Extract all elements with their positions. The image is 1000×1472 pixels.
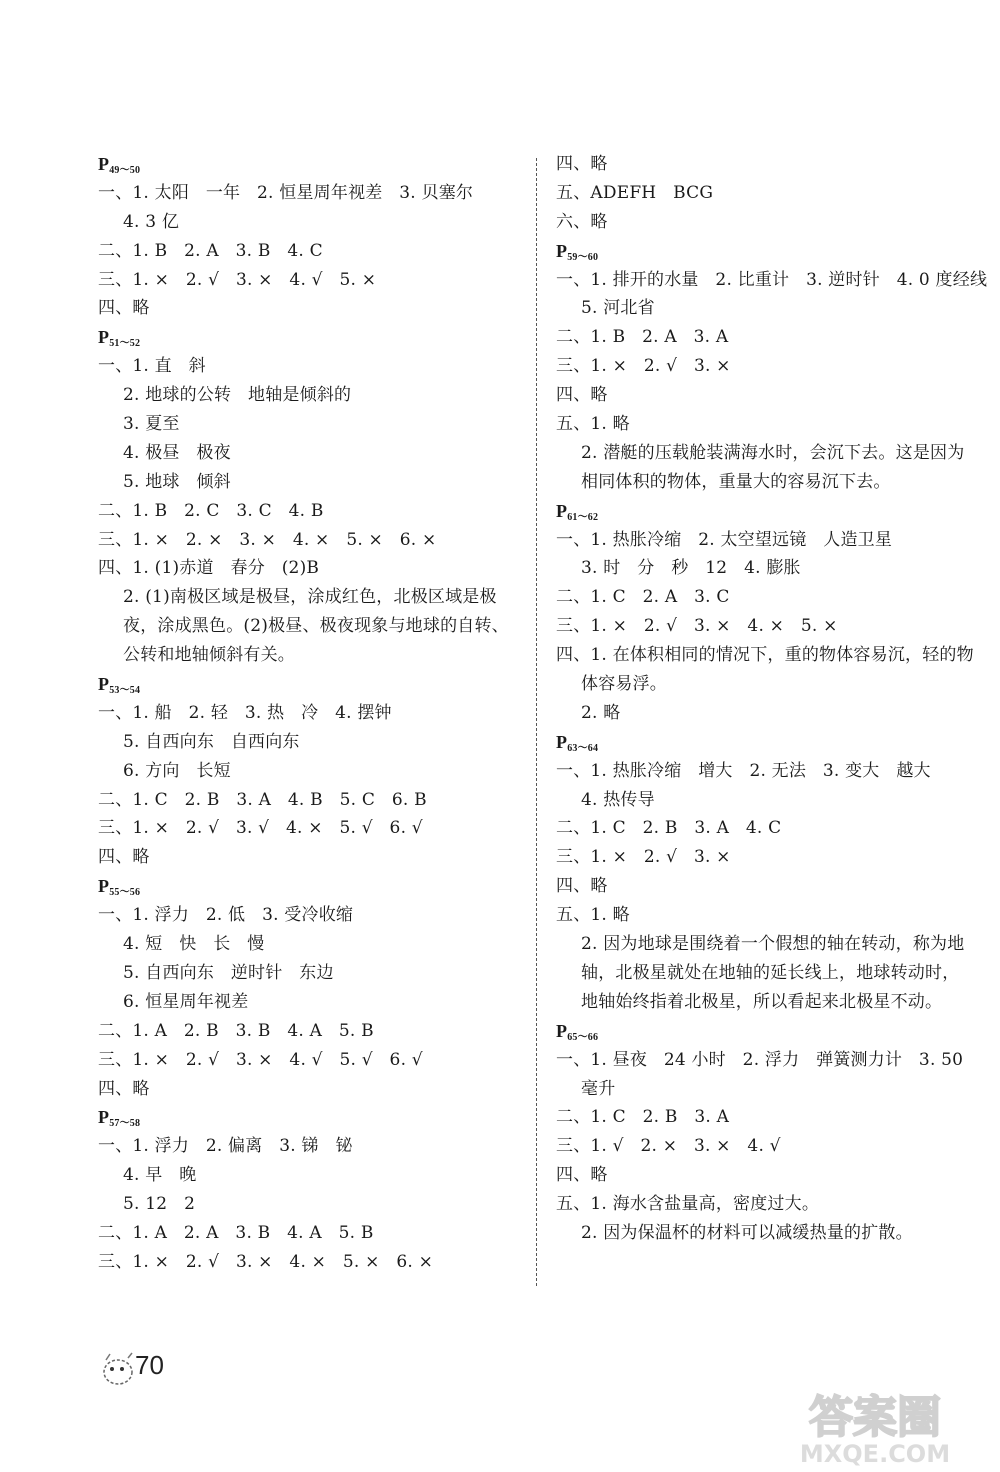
- answer-subline: 2. 因为保温杯的材料可以减缓热量的扩散。: [581, 1222, 913, 1243]
- answer-subline: 4. 早 晚: [123, 1165, 197, 1186]
- answer-line: 二、1. B 2. A 3. B 4. C: [98, 240, 323, 261]
- answer-subline: 3. 时 分 秒 12 4. 膨胀: [581, 558, 801, 579]
- answer-line: 三、1. × 2. √ 3. × 4. × 5. ×: [556, 616, 838, 637]
- left-answer-column: [98, 150, 518, 1277]
- section-letter: P: [98, 876, 110, 897]
- answer-subline: 4. 极昼 极夜: [123, 442, 231, 463]
- svg-text:MXQE.COM: MXQE.COM: [799, 1440, 951, 1468]
- answer-subline: 5. 地球 倾斜: [123, 471, 231, 492]
- answer-line: 一、1. 热胀冷缩 增大 2. 无法 3. 变大 越大: [556, 760, 931, 781]
- section-letter: P: [556, 240, 568, 261]
- answer-subline: 轴，北极星就处在地轴的延长线上，地球转动时，: [581, 962, 960, 983]
- answer-line: 一、1. 太阳 一年 2. 恒星周年视差 3. 贝塞尔: [98, 182, 474, 203]
- answer-line: 四、略: [98, 1078, 150, 1099]
- answer-subline: 地轴始终指着北极星，所以看起来北极星不动。: [581, 991, 943, 1012]
- answer-line: 四、略: [98, 847, 150, 868]
- answer-line: 四、略: [98, 298, 150, 319]
- answer-line: 一、1. 排开的水量 2. 比重计 3. 逆时针 4. 0 度经线: [556, 269, 988, 290]
- answer-subline: 毫升: [581, 1078, 616, 1099]
- section-heading: [98, 323, 518, 352]
- answer-line: 一、1. 直 斜: [98, 356, 206, 377]
- section-page-range: 55～56: [109, 887, 141, 899]
- answer-line: 二、1. A 2. B 3. B 4. A 5. B: [98, 1020, 374, 1041]
- right-answer-column: [556, 150, 986, 1248]
- answer-line: 四、1. (1)赤道 春分 (2)B: [98, 558, 320, 579]
- answer-line: 三、1. × 2. √ 3. × 4. √ 5. ×: [98, 269, 377, 290]
- answer-line: 二、1. C 2. B 3. A 4. B 5. C 6. B: [98, 789, 427, 810]
- mascot-icon: [98, 1348, 140, 1390]
- answer-line: 四、略: [556, 876, 608, 897]
- svg-text:答案圈: 答案圈: [809, 1392, 941, 1443]
- section-page-range: 57～58: [109, 1118, 141, 1130]
- section-page-range: 63～64: [567, 742, 599, 754]
- answer-line: 五、1. 略: [556, 905, 630, 926]
- answer-subline: 6. 方向 长短: [123, 760, 231, 781]
- answer-subline: 4. 热传导: [581, 789, 655, 810]
- answer-line: 三、1. √ 2. × 3. × 4. √: [556, 1136, 781, 1157]
- answer-line: 一、1. 船 2. 轻 3. 热 冷 4. 摆钟: [98, 702, 392, 723]
- section-letter: P: [556, 731, 568, 752]
- section-page-range: 53～54: [109, 685, 141, 697]
- answer-subline: 体容易浮。: [581, 674, 667, 695]
- answer-subline: 相同体积的物体，重量大的容易沉下去。: [581, 471, 891, 492]
- answer-line: 一、1. 浮力 2. 偏离 3. 锑 铋: [98, 1136, 353, 1157]
- answer-subline: 2. 略: [581, 702, 621, 723]
- answer-line: 二、1. B 2. C 3. C 4. B: [98, 500, 324, 521]
- section-letter: P: [556, 500, 568, 521]
- section-heading: [98, 872, 518, 901]
- answer-subline: 6. 恒星周年视差: [123, 991, 249, 1012]
- answer-line: 三、1. × 2. √ 3. √ 4. × 5. √ 6. √: [98, 818, 423, 839]
- section-letter: P: [98, 1107, 110, 1128]
- answer-subline: 5. 河北省: [581, 298, 655, 319]
- answer-line: 六、略: [556, 211, 608, 232]
- section-page-range: 59～60: [567, 251, 599, 263]
- answer-line: 二、1. A 2. A 3. B 4. A 5. B: [98, 1222, 374, 1243]
- answer-line: 二、1. C 2. B 3. A 4. C: [556, 818, 782, 839]
- section-letter: P: [556, 1020, 568, 1041]
- answer-line: 三、1. × 2. √ 3. × 4. × 5. × 6. ×: [98, 1251, 434, 1272]
- answer-line: 三、1. × 2. √ 3. ×: [556, 847, 731, 868]
- section-heading: [556, 728, 986, 757]
- answer-line: 四、略: [556, 154, 608, 174]
- section-letter: P: [98, 154, 110, 174]
- answer-subline: 4. 短 快 长 慢: [123, 934, 265, 955]
- answer-subline: 4. 3 亿: [123, 211, 180, 232]
- answer-subline: 2. 因为地球是围绕着一个假想的轴在转动，称为地: [581, 934, 965, 955]
- section-letter: P: [98, 674, 110, 695]
- answer-line: 四、略: [556, 1165, 608, 1186]
- answer-line: 五、1. 海水含盐量高，密度过大。: [556, 1194, 820, 1215]
- answer-subline: 公转和地轴倾斜有关。: [123, 645, 295, 666]
- answer-subline: 5. 自西向东 逆时针 东边: [123, 962, 334, 983]
- answer-subline: 2. 潜艇的压载舱装满海水时，会沉下去。这是因为: [581, 442, 965, 463]
- section-page-range: 51～52: [109, 338, 141, 350]
- answer-line: 四、1. 在体积相同的情况下，重的物体容易沉，轻的物: [556, 645, 974, 666]
- answer-line: 四、略: [556, 385, 608, 406]
- answer-line: 五、1. 略: [556, 414, 630, 435]
- section-heading: [556, 497, 986, 526]
- answer-subline: 2. (1)南极区域是极昼，涂成红色，北极区域是极: [123, 587, 497, 608]
- answer-line: 一、1. 浮力 2. 低 3. 受冷收缩: [98, 905, 354, 926]
- answer-line: 三、1. × 2. √ 3. ×: [556, 356, 731, 377]
- answer-line: 三、1. × 2. × 3. × 4. × 5. × 6. ×: [98, 529, 437, 550]
- answer-line: 三、1. × 2. √ 3. × 4. √ 5. √ 6. √: [98, 1049, 423, 1070]
- section-heading: [556, 1017, 986, 1046]
- section-page-range: 61～62: [567, 511, 599, 523]
- section-heading: [556, 237, 986, 266]
- answer-line: 一、1. 热胀冷缩 2. 太空望远镜 人造卫星: [556, 529, 893, 550]
- answer-subline: 5. 自西向东 自西向东: [123, 731, 300, 752]
- section-letter: P: [98, 327, 110, 348]
- page-number: 70: [135, 1350, 164, 1380]
- answer-line: 一、1. 昼夜 24 小时 2. 浮力 弹簧测力计 3. 50: [556, 1049, 964, 1070]
- answer-line: 二、1. B 2. A 3. A: [556, 327, 729, 348]
- section-page-range: 65～66: [567, 1031, 599, 1043]
- answer-subline: 5. 12 2: [123, 1194, 196, 1215]
- section-page-range: 49～50: [109, 165, 141, 176]
- column-divider: [536, 158, 537, 1286]
- answer-line: 五、ADEFH BCG: [556, 182, 714, 203]
- answer-subline: 3. 夏至: [123, 414, 180, 435]
- answer-subline: 夜，涂成黑色。(2)极昼、极夜现象与地球的自转、: [123, 616, 509, 637]
- watermark-logo: [760, 1390, 990, 1468]
- section-heading: [98, 670, 518, 699]
- section-heading: [98, 1103, 518, 1132]
- answer-subline: 2. 地球的公转 地轴是倾斜的: [123, 385, 352, 406]
- answer-line: 二、1. C 2. A 3. C: [556, 587, 730, 608]
- answer-line: 二、1. C 2. B 3. A: [556, 1107, 730, 1128]
- section-heading: [98, 150, 518, 179]
